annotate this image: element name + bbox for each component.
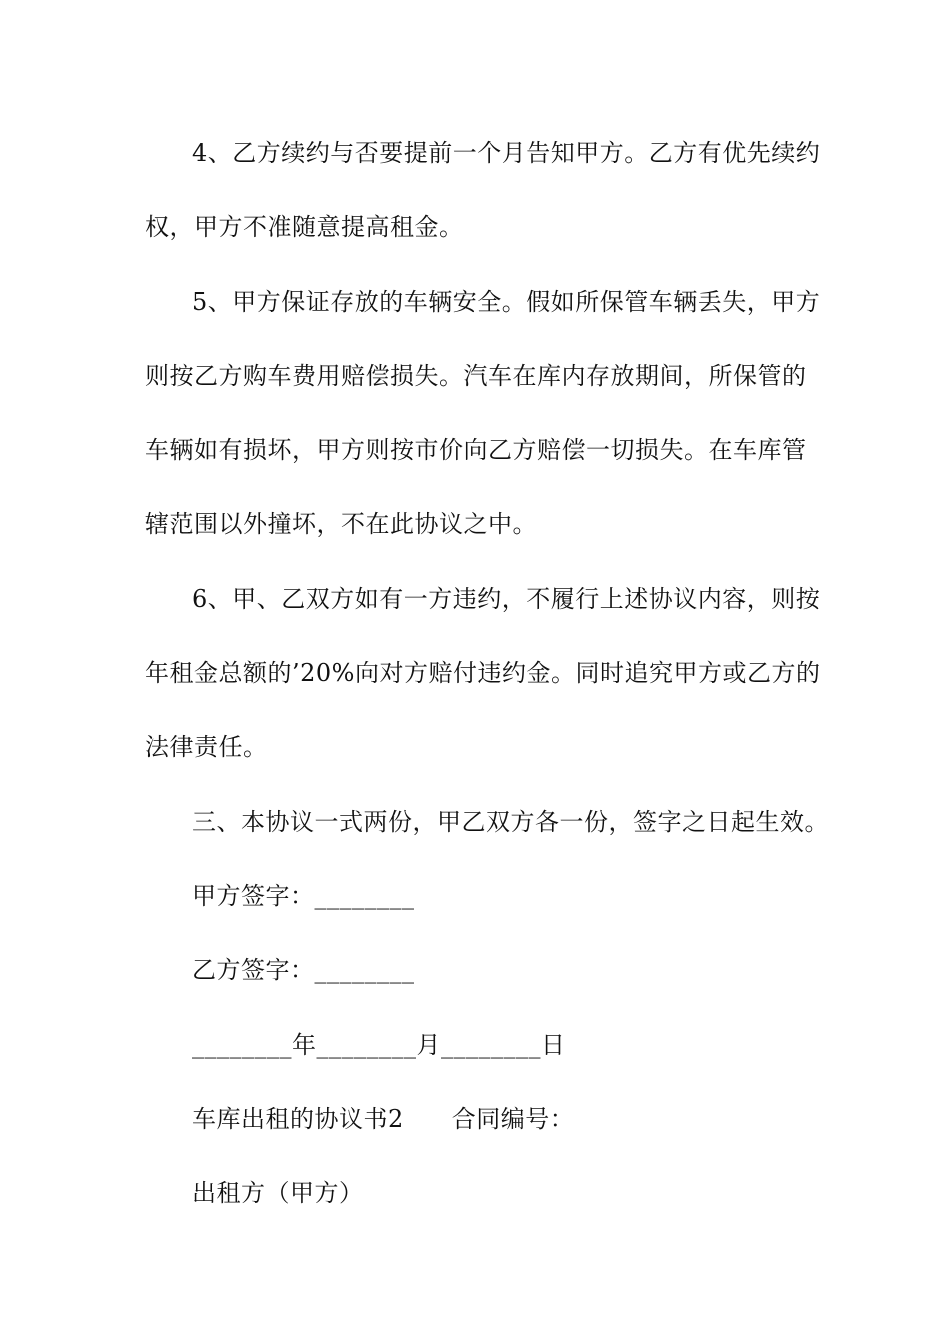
clause-5-line-4: 辖范围以外撞坏，不在此协议之中。 [145,510,537,538]
contract-number-label: 合同编号： [451,1105,575,1133]
party-b-signature-line: 乙方签字：________ [192,956,415,984]
clause-4-line-2: 权，甲方不准随意提高租金。 [145,213,464,241]
next-agreement-title: 车库出租的协议书2 [192,1105,404,1133]
next-agreement-heading [192,1104,574,1134]
party-a-signature-line: 甲方签字：________ [192,882,415,910]
section-3-statement: 三、本协议一式两份，甲乙双方各一份，签字之日起生效。 [192,808,829,836]
clause-6-line-1: 6、甲、乙双方如有一方违约，不履行上述协议内容，则按 [192,585,821,613]
clause-6-line-3: 法律责任。 [145,733,268,761]
clause-5-line-1: 5、甲方保证存放的车辆安全。假如所保管车辆丢失，甲方 [192,288,821,316]
clause-5-line-3: 车辆如有损坏，甲方则按市价向乙方赔偿一切损失。在车库管 [145,436,807,464]
lessor-label: 出租方（甲方） [192,1179,364,1207]
clause-6-line-2: 年租金总额的’20%向对方赔付违约金。同时追究甲方或乙方的 [145,659,821,687]
date-line: ________年________月________日 [192,1031,566,1059]
clause-5-line-2: 则按乙方购车费用赔偿损失。汽车在库内存放期间，所保管的 [145,362,807,390]
clause-4-line-1: 4、乙方续约与否要提前一个月告知甲方。乙方有优先续约 [192,139,821,167]
